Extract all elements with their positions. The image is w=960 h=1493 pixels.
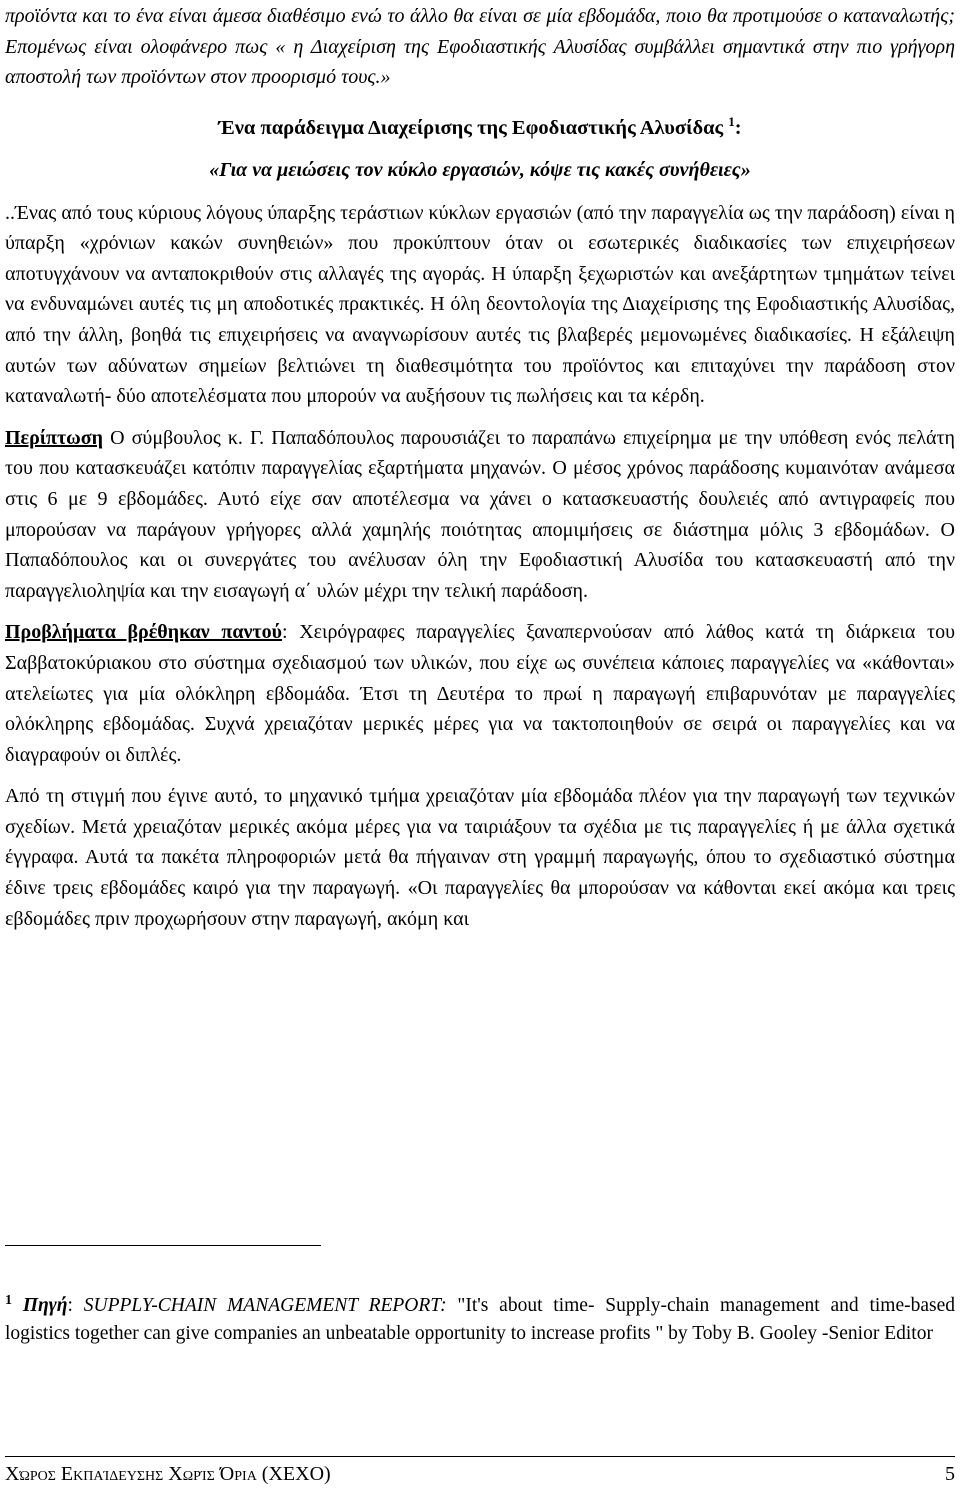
paragraph-case xyxy=(5,423,955,607)
footer-divider xyxy=(5,1456,955,1457)
page-footer xyxy=(5,1462,955,1486)
problems-label: Προβλήματα βρέθηκαν παντού xyxy=(5,621,283,644)
section-heading xyxy=(5,107,955,143)
problems-text: : Χειρόγραφες παραγγελίες ξαναπερνούσαν από λάθος κατά τη διάρκεια του Σαββατοκύριακου στο σύστημα σχεδιασμού των υλικών, που είχε ως συνέπεια κάποιες παραγγελίες να «κάθονται» ατελείωτες για μία ολόκληρη εβδομάδα. Έτσι τη Δευτέρα το πρωί η παραγωγή επιβαρυνόταν με παραγγελίες ολόκληρης εβδομάδας. Συχνά χρειαζόταν μερικές μέρες για να τακτοποιηθούν σε σειρά οι παραγγελίες και να διαγραφούν οι διπλές. xyxy=(5,621,955,766)
footnote-reference[interactable]: 1 xyxy=(728,113,735,129)
heading-colon: : xyxy=(734,116,742,139)
footnote-text: "It's about time- Supply-chain management and time-based logistics together can give companies an unbeatable opportunity to increase profits " by Toby B. Gooley -Senior Editor xyxy=(5,1295,956,1344)
intro-paragraph: προϊόντα και το ένα είναι άμεσα διαθέσιμο ενώ το άλλο θα είναι σε μία εβδομάδα, ποιο θα προτιμούσε ο καταναλωτής; Επομένως είναι ολοφάνερο πως « η Διαχείριση της Εφοδιαστικής Αλυσίδας συμβάλλει σημαντικά στην πιο γρήγορη αποστολή των προϊόντων στον προορισμό τους.» xyxy=(5,5,955,89)
footnote xyxy=(5,1287,955,1348)
footnote-separator: : xyxy=(67,1295,84,1316)
case-label: Περίπτωση xyxy=(5,426,104,449)
footnote-source-label: Πηγή xyxy=(22,1295,68,1316)
document-page xyxy=(5,0,955,934)
case-text: Ο σύμβουλος κ. Γ. Παπαδόπουλος παρουσιάζει το παραπάνω επιχείρημα με την υπόθεση ενός πελάτη του που κατασκευάζει κατόπιν παραγγελίας εξαρτήματα μηχανών. Ο μέσος χρόνος παράδοσης κυμαινόταν ανάμεσα στις 6 με 9 εβδομάδες. Αυτό είχε σαν αποτέλεσμα να χάνει ο κατασκευαστής δουλειές από αντιγραφείς που μπορούσαν να παράγουν γρήγορες αλλά χαμηλής ποιότητας απομιμήσεις σε διάστημα μόλις 3 εβδομάδων. Ο Παπαδόπουλος και οι συνεργάτες του ανέλυσαν όλη την Εφοδιαστική Αλυσίδα του κατασκευαστή από την παραγγελιοληψία και την εισαγωγή α΄ υλών μέχρι την τελική παράδοση. xyxy=(5,426,955,602)
paragraph-cycle-time: ..Ένας από τους κύριους λόγους ύπαρξης τεράστιων κύκλων εργασιών (από την παραγγελία ως την παράδοση) είναι η ύπαρξη «χρόνιων κακών συνηθειών» που προκύπτουν όταν οι εσωτερικές διαδικασίες των επιχειρήσεων αποτυγχάνουν να ανταποκριθούν στις αλλαγές της αγοράς. Η ύπαρξη ξεχωριστών και ανεξάρτητων τμημάτων τείνει να ενδυναμώνει αυτές τις μη αποδοτικές πρακτικές. Η όλη δεοντολογία της Διαχείρισης της Εφοδιαστικής Αλυσίδας, από την άλλη, βοηθά τις επιχειρήσεις να αναγνωρίσουν αυτές τις βλαβερές μεμονωμένες διαδικασίες. Η εξάλειψη αυτών των αδύνατων σημείων βελτιώνει τη διαθεσιμότητα του προϊόντος και επιταχύνει την παράδοση στον καταναλωτή- δύο αποτελέσματα που μπορούν να αυξήσουν τις πωλήσεις και τα κέρδη. xyxy=(5,201,955,408)
footnote-number: 1 xyxy=(5,1293,12,1308)
footnote-report-title: SUPPLY-CHAIN MANAGEMENT REPORT: xyxy=(83,1295,447,1316)
footer-title: Χώρος Εκπαίδευσης Χωρίς Όρια (ΧΕΧΟ) xyxy=(5,1463,331,1485)
paragraph-engineering: Από τη στιγμή που έγινε αυτό, το μηχανικό τμήμα χρειαζόταν μία εβδομάδα πλέον για την παραγωγή των τεχνικών σχεδίων. Μετά χρειαζόταν μερικές ακόμα μέρες για να ταιριάξουν τα σχέδια με τις παραγγελίες ή με άλλα σχετικά έγγραφα. Αυτά τα πακέτα πληροφοριών μετά θα πήγαιναν στη γραμμή παραγωγής, όπου το σχεδιαστικό σύστημα έδινε τρεις εβδομάδες καιρό για την παραγωγή. «Οι παραγγελίες θα μπορούσαν να κάθονται εκεί ακόμα και τρεις εβδομάδες πριν προχωρήσουν στην παραγωγή, ακόμη και xyxy=(5,785,955,930)
paragraph-problems xyxy=(5,617,955,770)
footnote-divider xyxy=(5,1245,321,1246)
section-heading-text: Ένα παράδειγμα Διαχείρισης της Εφοδιαστικής Αλυσίδας xyxy=(218,116,724,139)
section-subheading: «Για να μειώσεις τον κύκλο εργασιών, κόψε τις κακές συνήθειες» xyxy=(209,158,751,181)
page-number: 5 xyxy=(945,1463,955,1485)
